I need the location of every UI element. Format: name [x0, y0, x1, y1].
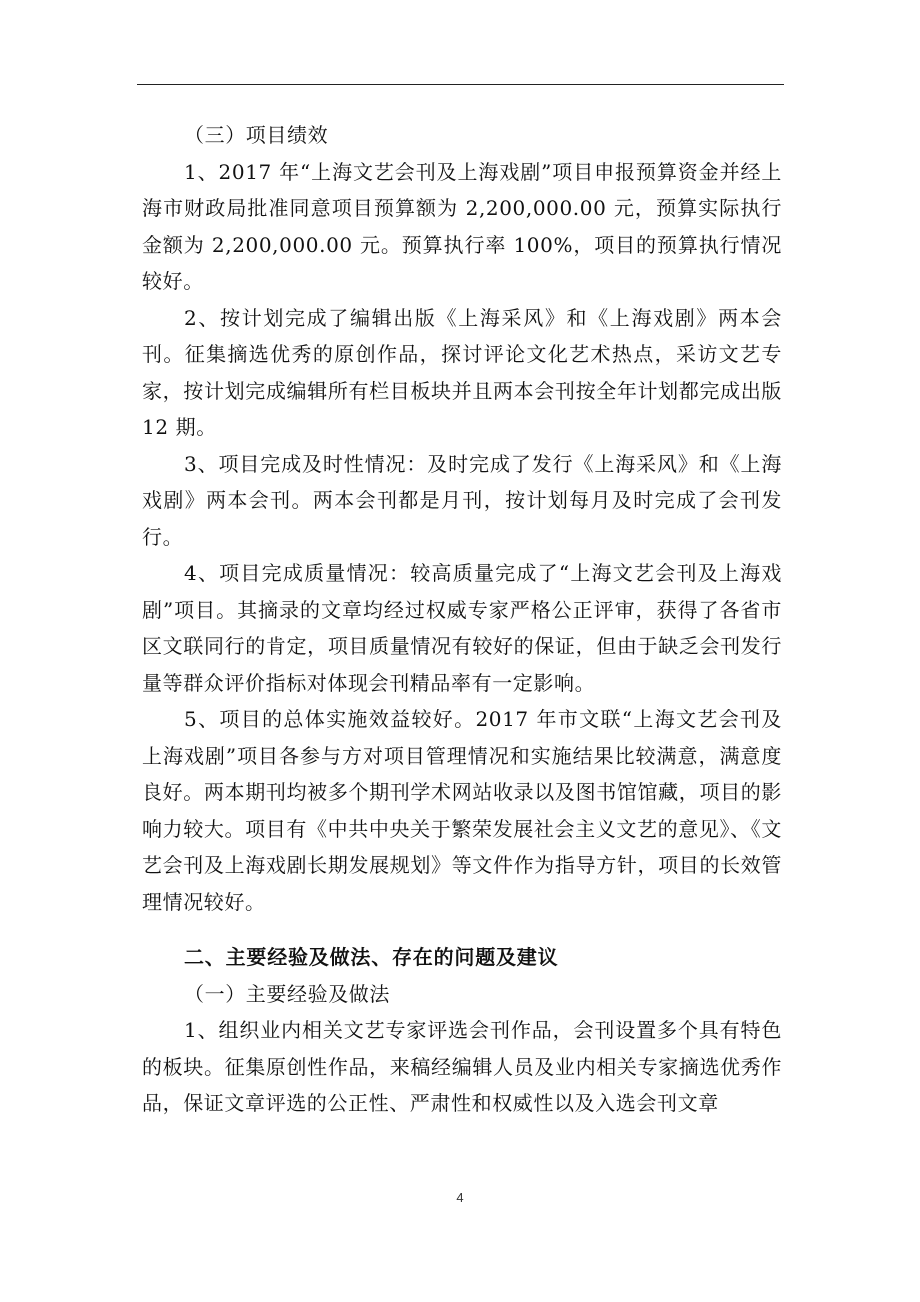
subsection-3-title: （三）项目绩效 [184, 123, 329, 147]
header-rule [137, 84, 784, 85]
document-body [142, 117, 782, 1122]
paragraph-3: 3、项目完成及时性情况：及时完成了发行《上海采风》和《上海戏剧》两本会刊。两本会刊都是月刊，按计划每月及时完成了会刊发行。 [142, 451, 782, 549]
paragraph-2: 2、按计划完成了编辑出版《上海采风》和《上海戏剧》两本会刊。征集摘选优秀的原创作品，探讨评论文化艺术热点，采访文艺专家，按计划完成编辑所有栏目板块并且两本会刊按全年计划都完成出版 12 期。 [142, 305, 782, 439]
page-number: 4 [456, 1190, 464, 1205]
paragraph-1: 1、2017 年“上海文艺会刊及上海戏剧”项目申报预算资金并经上海市财政局批准同意项目预算额为 2,200,000.00 元，预算实际执行金额为 2,200,000.00 元。预算执行率 100%，项目的预算执行情况较好。 [142, 159, 782, 293]
section-2-paragraph-1: 1、组织业内相关文艺专家评选会刊作品，会刊设置多个具有特色的板块。征集原创性作品，来稿经编辑人员及业内相关专家摘选优秀作品，保证文章评选的公正性、严肃性和权威性以及入选会刊文章 [142, 1018, 782, 1115]
section-2-heading: 二、主要经验及做法、存在的问题及建议 [184, 945, 559, 969]
subsection-1-title: （一）主要经验及做法 [184, 981, 390, 1006]
paragraph-5: 5、项目的总体实施效益较好。2017 年市文联“上海文艺会刊及上海戏剧”项目各参与方对项目管理情况和实施结果比较满意，满意度良好。两本期刊均被多个期刊学术网站收录以及图书馆馆藏，项目的影响力较大。项目有《中共中央关于繁荣发展社会主义文艺的意见》、《文艺会刊及上海戏剧长期发展规划》等文件作为指导方针，项目的长效管理情况较好。 [142, 707, 782, 914]
paragraph-4: 4、项目完成质量情况：较高质量完成了“上海文艺会刊及上海戏剧”项目。其摘录的文章均经过权威专家严格公正评审，获得了各省市区文联同行的肯定，项目质量情况有较好的保证，但由于缺乏会刊发行量等群众评价指标对体现会刊精品率有一定影响。 [142, 561, 782, 695]
